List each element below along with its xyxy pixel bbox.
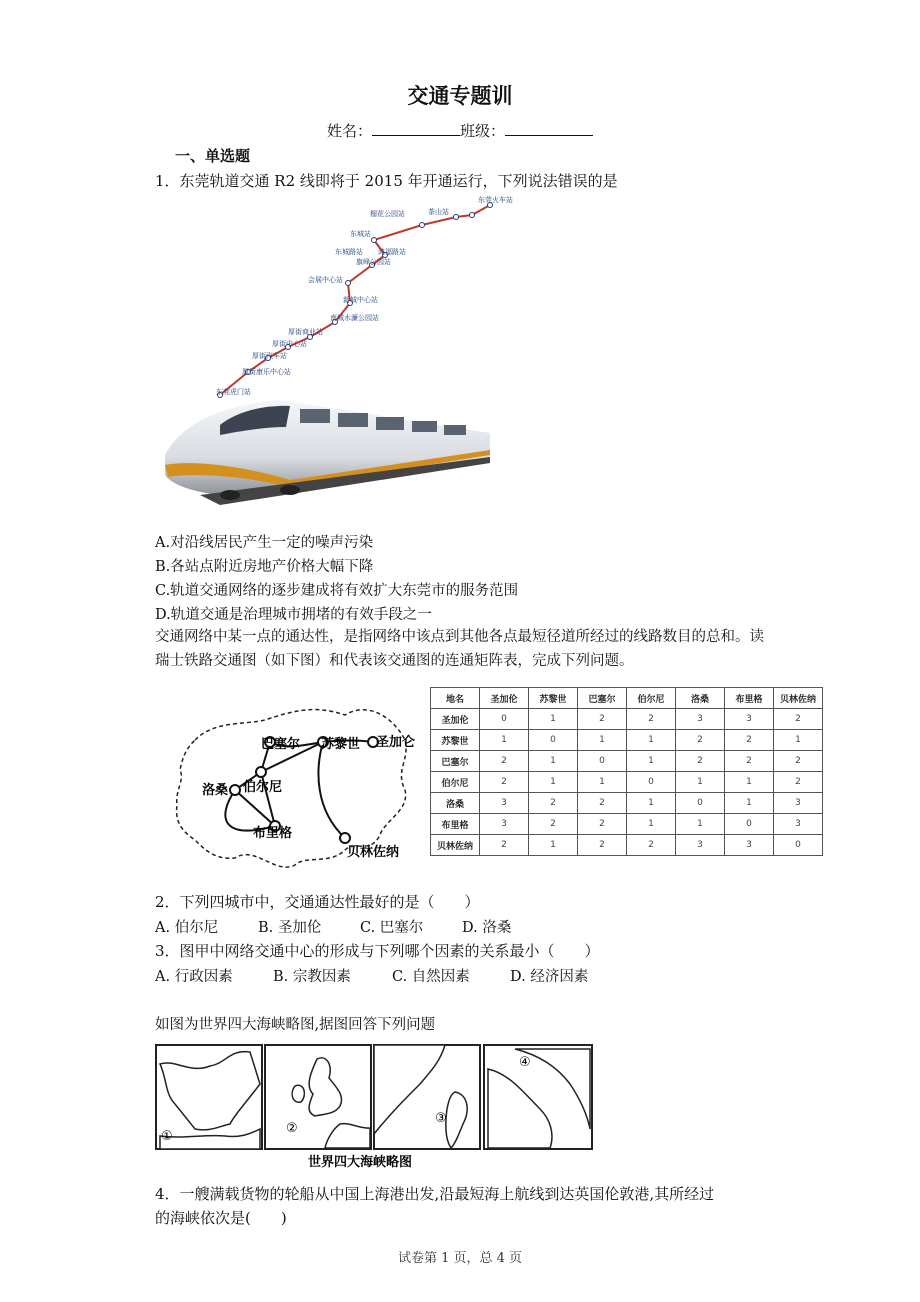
q1-option-d[interactable]: D.轨道交通是治理城市拥堵的有效手段之一 (155, 607, 432, 623)
matrix-cell: 1 (725, 772, 774, 793)
matrix-header-cell: 伯尔尼 (627, 688, 676, 709)
station-label: 厚街康乐中心站 (242, 368, 291, 376)
matrix-cell: 1 (529, 709, 578, 730)
station-label: 东莞虎门站 (216, 388, 251, 396)
q2-option-d[interactable]: D. 洛桑 (462, 920, 512, 936)
matrix-cell: 1 (578, 730, 627, 751)
matrix-header-cell: 地名 (431, 688, 480, 709)
matrix-cell: 1 (676, 772, 725, 793)
name-label: 姓名： (326, 122, 372, 140)
strait-label-3: ③ (435, 1111, 447, 1126)
matrix-table (430, 687, 823, 856)
matrix-cell: 0 (725, 814, 774, 835)
page-footer: 试卷第 1 页，总 4 页 (397, 1251, 523, 1266)
matrix-cell: 3 (480, 814, 529, 835)
matrix-cell: 2 (725, 730, 774, 751)
strait-label-1: ① (161, 1129, 173, 1144)
matrix-cell: 3 (774, 793, 823, 814)
matrix-cell: 3 (774, 814, 823, 835)
q1-option-c[interactable]: C.轨道交通网络的逐步建成将有效扩大东莞市的服务范围 (155, 583, 519, 599)
matrix-cell: 2 (480, 751, 529, 772)
matrix-cell: 0 (529, 730, 578, 751)
station-label: 鸿福路站 (378, 248, 406, 256)
matrix-cell: 3 (480, 793, 529, 814)
matrix-cell: 2 (627, 709, 676, 730)
city-basel: 巴塞尔 (261, 737, 301, 752)
q4-stem-line2: 的海峡依次是( ) (155, 1209, 287, 1227)
matrix-cell: 1 (529, 772, 578, 793)
matrix-row-label: 苏黎世 (431, 730, 480, 751)
station-label: 厚街汽车站 (252, 352, 287, 360)
matrix-cell: 2 (725, 751, 774, 772)
matrix-cell: 0 (676, 793, 725, 814)
name-class-line (0, 120, 920, 141)
city-lausanne: 洛桑 (202, 783, 229, 798)
matrix-cell: 2 (774, 751, 823, 772)
matrix-header-cell: 苏黎世 (529, 688, 578, 709)
matrix-row (431, 835, 823, 856)
matrix-cell: 1 (627, 730, 676, 751)
station-label: 南城水濂公园站 (330, 314, 379, 322)
matrix-cell: 1 (529, 751, 578, 772)
matrix-row-label: 布里格 (431, 814, 480, 835)
city-brig: 布里格 (253, 826, 293, 841)
q3-option-a[interactable]: A. 行政因素 (155, 969, 233, 985)
strait-label-2: ② (286, 1121, 298, 1136)
q3-option-c[interactable]: C. 自然因素 (392, 969, 470, 985)
straits-caption: 世界四大海峡略图 (308, 1155, 413, 1170)
city-zurich: 苏黎世 (321, 737, 361, 752)
city-bellinzona: 贝林佐纳 (347, 845, 400, 860)
matrix-cell: 2 (627, 835, 676, 856)
matrix-header-cell: 布里格 (725, 688, 774, 709)
matrix-cell: 0 (627, 772, 676, 793)
matrix-cell: 2 (578, 814, 627, 835)
q3-option-d[interactable]: D. 经济因素 (510, 969, 589, 985)
matrix-cell: 1 (774, 730, 823, 751)
train-route-illustration (160, 195, 513, 515)
matrix-row (431, 709, 823, 730)
matrix-cell: 1 (676, 814, 725, 835)
matrix-cell: 3 (725, 835, 774, 856)
matrix-cell: 2 (578, 793, 627, 814)
matrix-cell: 2 (578, 835, 627, 856)
q3-option-b[interactable]: B. 宗教因素 (273, 969, 351, 985)
station-label: 榴花公园站 (370, 210, 405, 218)
matrix-header-cell: 贝林佐纳 (774, 688, 823, 709)
matrix-cell: 1 (725, 793, 774, 814)
swiss-rail-map (155, 680, 425, 880)
matrix-cell: 3 (725, 709, 774, 730)
q2-stem: 2．下列四城市中，交通通达性最好的是（ ） (155, 893, 480, 911)
station-label: 厚街中心站 (272, 340, 307, 348)
matrix-header-cell: 洛桑 (676, 688, 725, 709)
q4-stem-line1: 4．一艘满载货物的轮船从中国上海港出发,沿最短海上航线到达英国伦敦港,其所经过 (155, 1185, 715, 1203)
station-dot (420, 223, 425, 228)
station-dot (372, 238, 377, 243)
matrix-header-cell: 巴塞尔 (578, 688, 627, 709)
matrix-row-label: 伯尔尼 (431, 772, 480, 793)
q1-figure (160, 195, 513, 515)
matrix-cell: 0 (774, 835, 823, 856)
passage-accessibility: 交通网络中某一点的通达性，是指网络中该点到其他各点最短径道所经过的线路数目的总和。读瑞士铁路交通图（如下图）和代表该交通图的连通矩阵表，完成下列问题。 (155, 629, 764, 669)
matrix-row-label: 圣加伦 (431, 709, 480, 730)
matrix-cell: 2 (578, 709, 627, 730)
matrix-row (431, 772, 823, 793)
q2-option-a[interactable]: A. 伯尔尼 (155, 920, 219, 936)
station-dot (454, 215, 459, 220)
city-st-gallen: 圣加仑 (376, 735, 416, 750)
matrix-cell: 1 (529, 835, 578, 856)
connectivity-matrix (430, 687, 823, 856)
station-dot (346, 281, 351, 286)
station-dot (470, 213, 475, 218)
station-label: 会展中心站 (308, 276, 343, 284)
strait-label-4: ④ (519, 1055, 531, 1070)
station-label: 旗峰公园站 (356, 258, 391, 266)
section-heading: 一、单选题 (175, 147, 251, 165)
station-label: 东莞火车站 (478, 196, 513, 204)
matrix-row-label: 洛桑 (431, 793, 480, 814)
matrix-header-row (431, 688, 823, 709)
q1-stem: 1．东莞轨道交通 R2 线即将于 2015 年开通运行，下列说法错误的是 (155, 172, 618, 190)
matrix-cell: 1 (627, 814, 676, 835)
class-label: 班级： (460, 122, 506, 140)
page-title: 交通专题训 (407, 84, 513, 108)
matrix-cell: 1 (627, 793, 676, 814)
matrix-cell: 0 (578, 751, 627, 772)
name-blank[interactable] (372, 121, 460, 136)
matrix-row-label: 巴塞尔 (431, 751, 480, 772)
matrix-cell: 2 (529, 793, 578, 814)
matrix-row-label: 贝林佐纳 (431, 835, 480, 856)
station-label: 东城站 (350, 230, 371, 238)
matrix-cell: 1 (627, 751, 676, 772)
matrix-cell: 3 (676, 835, 725, 856)
q1-option-b[interactable]: B.各站点附近房地产价格大幅下降 (155, 559, 374, 575)
station-label: 厚街商业站 (288, 328, 323, 336)
matrix-header-cell: 圣加伦 (480, 688, 529, 709)
matrix-cell: 2 (480, 835, 529, 856)
class-blank[interactable] (505, 121, 593, 136)
straits-map (155, 1044, 595, 1174)
station-label: 茶山站 (428, 208, 449, 216)
matrix-row (431, 751, 823, 772)
matrix-cell: 1 (578, 772, 627, 793)
q3-stem: 3．图甲中网络交通中心的形成与下列哪个因素的关系最小（ ） (155, 942, 600, 960)
q1-option-a[interactable]: A.对沿线居民产生一定的噪声污染 (155, 535, 374, 551)
passage-straits: 如图为世界四大海峡略图,据图回答下列问题 (155, 1017, 436, 1033)
q2-option-c[interactable]: C. 巴塞尔 (360, 920, 424, 936)
q2-option-b[interactable]: B. 圣加伦 (258, 920, 322, 936)
city-bern: 伯尔尼 (243, 780, 283, 795)
matrix-cell: 2 (529, 814, 578, 835)
station-label: 东城路站 (335, 248, 363, 256)
matrix-cell: 2 (676, 730, 725, 751)
matrix-cell: 1 (480, 730, 529, 751)
matrix-cell: 2 (676, 751, 725, 772)
matrix-cell: 3 (676, 709, 725, 730)
matrix-cell: 2 (774, 772, 823, 793)
matrix-cell: 0 (480, 709, 529, 730)
matrix-row (431, 793, 823, 814)
matrix-cell: 2 (774, 709, 823, 730)
matrix-cell: 2 (480, 772, 529, 793)
matrix-row (431, 814, 823, 835)
matrix-row (431, 730, 823, 751)
station-label: 新城中心站 (343, 296, 378, 304)
